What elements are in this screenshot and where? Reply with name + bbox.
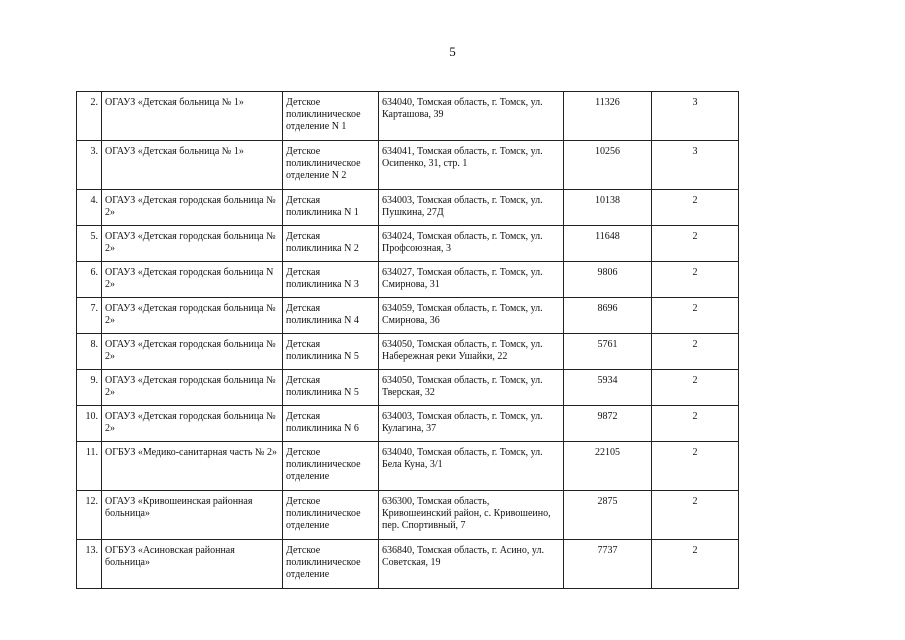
table-row [77,334,739,370]
category-cell: 2 [652,370,739,406]
row-number: 9. [77,370,102,406]
organization-cell: ОГАУЗ «Детская городская больница № 2» [102,370,283,406]
population-cell: 22105 [564,442,652,491]
organization-cell: ОГАУЗ «Детская больница № 1» [102,92,283,141]
organization-cell: ОГАУЗ «Детская городская больница N 2» [102,262,283,298]
department-cell: Детское поликлиническое отделение [283,540,379,589]
table-row [77,298,739,334]
organization-cell: ОГАУЗ «Детская городская больница № 2» [102,190,283,226]
row-number: 11. [77,442,102,491]
department-cell: Детская поликлиника N 4 [283,298,379,334]
row-number: 7. [77,298,102,334]
population-cell: 7737 [564,540,652,589]
row-number: 2. [77,92,102,141]
row-number: 12. [77,491,102,540]
population-cell: 9872 [564,406,652,442]
table-row [77,370,739,406]
row-number: 8. [77,334,102,370]
organization-cell: ОГАУЗ «Кривошеинская районная больница» [102,491,283,540]
category-cell: 2 [652,442,739,491]
table-row [77,262,739,298]
department-cell: Детское поликлиническое отделение N 2 [283,141,379,190]
row-number: 5. [77,226,102,262]
category-cell: 3 [652,141,739,190]
address-cell: 634040, Томская область, г. Томск, ул. Карташова, 39 [379,92,564,141]
population-cell: 5761 [564,334,652,370]
population-cell: 9806 [564,262,652,298]
organization-cell: ОГАУЗ «Детская городская больница № 2» [102,226,283,262]
organization-cell: ОГАУЗ «Детская городская больница № 2» [102,406,283,442]
population-cell: 8696 [564,298,652,334]
table-row [77,190,739,226]
table-row [77,406,739,442]
address-cell: 634024, Томская область, г. Томск, ул. Профсоюзная, 3 [379,226,564,262]
address-cell: 636840, Томская область, г. Асино, ул. Советская, 19 [379,540,564,589]
row-number: 4. [77,190,102,226]
category-cell: 2 [652,540,739,589]
department-cell: Детское поликлиническое отделение [283,442,379,491]
department-cell: Детское поликлиническое отделение [283,491,379,540]
department-cell: Детская поликлиника N 3 [283,262,379,298]
address-cell: 634027, Томская область, г. Томск, ул. Смирнова, 31 [379,262,564,298]
address-cell: 634003, Томская область, г. Томск, ул. Кулагина, 37 [379,406,564,442]
address-cell: 634050, Томская область, г. Томск, ул. Тверская, 32 [379,370,564,406]
population-cell: 11648 [564,226,652,262]
table-row [77,540,739,589]
department-cell: Детская поликлиника N 5 [283,370,379,406]
organization-cell: ОГАУЗ «Детская городская больница № 2» [102,298,283,334]
category-cell: 2 [652,334,739,370]
clinics-table [76,91,739,589]
department-cell: Детская поликлиника N 2 [283,226,379,262]
population-cell: 5934 [564,370,652,406]
organization-cell: ОГБУЗ «Медико-санитарная часть № 2» [102,442,283,491]
table-row [77,226,739,262]
address-cell: 634003, Томская область, г. Томск, ул. Пушкина, 27Д [379,190,564,226]
department-cell: Детская поликлиника N 1 [283,190,379,226]
row-number: 13. [77,540,102,589]
row-number: 3. [77,141,102,190]
category-cell: 2 [652,190,739,226]
organization-cell: ОГБУЗ «Асиновская районная больница» [102,540,283,589]
organization-cell: ОГАУЗ «Детская больница № 1» [102,141,283,190]
address-cell: 634041, Томская область, г. Томск, ул. Осипенко, 31, стр. 1 [379,141,564,190]
category-cell: 2 [652,298,739,334]
category-cell: 3 [652,92,739,141]
category-cell: 2 [652,262,739,298]
table-row [77,491,739,540]
population-cell: 10138 [564,190,652,226]
department-cell: Детская поликлиника N 5 [283,334,379,370]
address-cell: 634050, Томская область, г. Томск, ул. Набережная реки Ушайки, 22 [379,334,564,370]
population-cell: 2875 [564,491,652,540]
category-cell: 2 [652,226,739,262]
population-cell: 11326 [564,92,652,141]
organization-cell: ОГАУЗ «Детская городская больница № 2» [102,334,283,370]
category-cell: 2 [652,406,739,442]
row-number: 6. [77,262,102,298]
address-cell: 636300, Томская область, Кривошеинский район, с. Кривошеино, пер. Спортивный, 7 [379,491,564,540]
table-row [77,141,739,190]
department-cell: Детская поликлиника N 6 [283,406,379,442]
address-cell: 634040, Томская область, г. Томск, ул. Бела Куна, 3/1 [379,442,564,491]
population-cell: 10256 [564,141,652,190]
page-number: 5 [449,44,456,59]
category-cell: 2 [652,491,739,540]
row-number: 10. [77,406,102,442]
table-row [77,442,739,491]
table-row [77,92,739,141]
address-cell: 634059, Томская область, г. Томск, ул. Смирнова, 36 [379,298,564,334]
department-cell: Детское поликлиническое отделение N 1 [283,92,379,141]
